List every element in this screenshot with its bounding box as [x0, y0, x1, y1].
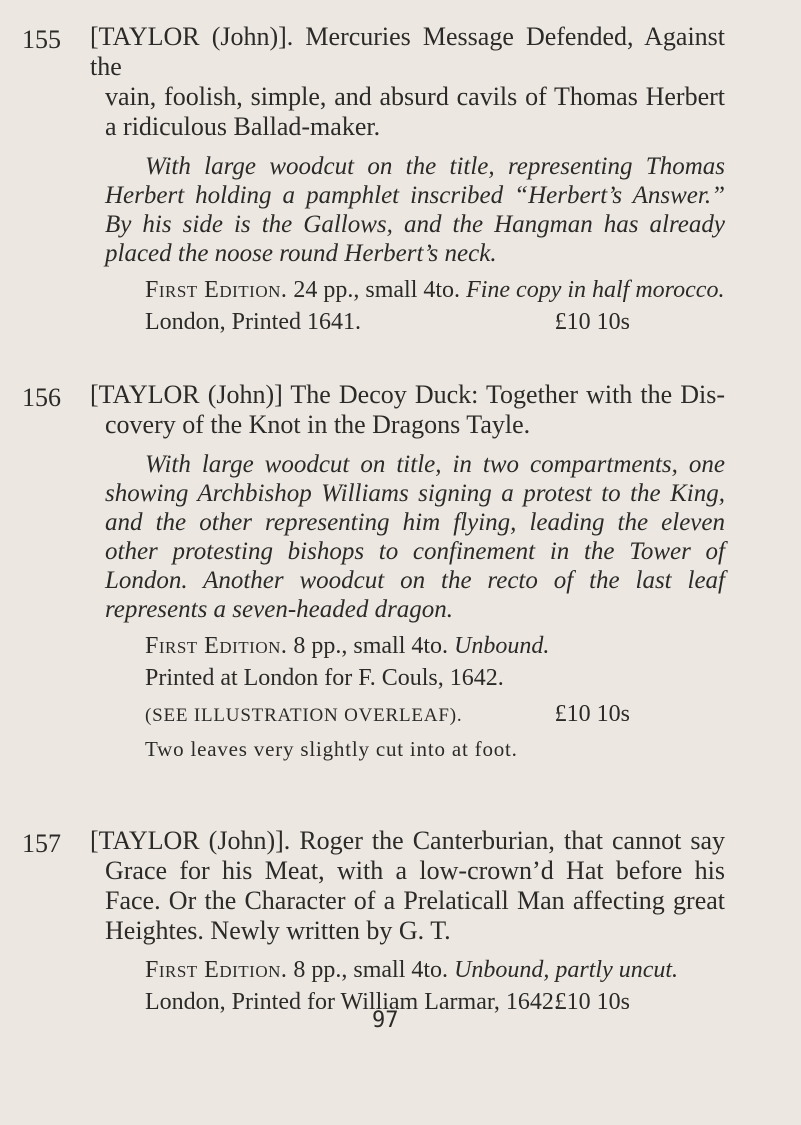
entry-number: 155	[22, 25, 61, 54]
entry-heading: [TAYLOR (John)] The Decoy Duck: Together with the Dis- covery of the Knot in the Dragons Tayle.	[90, 380, 726, 439]
entry-price: £10 10s	[554, 309, 630, 335]
entry-note: Two leaves very slightly cut into at foot.	[145, 737, 518, 761]
entry-imprint: London, Printed for William Larmar, 1642. £10 10s	[145, 986, 725, 1018]
entry-imprint: Printed at London for F. Couls, 1642.	[145, 665, 504, 691]
entry-number: 157	[22, 829, 61, 858]
entry-edition: First Edition. 8 pp., small 4to. Unbound.	[145, 633, 550, 659]
catalogue-entry-156	[0, 380, 801, 764]
entry-price: £10 10s	[554, 989, 630, 1015]
entry-edition: First Edition. 8 pp., small 4to. Unbound, partly uncut.	[145, 957, 679, 983]
entry-price: £10 10s	[554, 701, 630, 727]
entry-imprint: London, Printed 1641. £10 10s	[145, 306, 725, 338]
entry-edition: First Edition. 24 pp., small 4to. Fine copy in half morocco.	[145, 277, 725, 303]
catalogue-entry-155	[0, 22, 801, 338]
catalogue-entry-157	[0, 826, 801, 1018]
entry-description: With large woodcut on the title, representing Thomas Herbert holding a pamphlet inscribed “Herbert’s Answer.” By his side is the Gallows, and the Hangman has already placed the noose round Herbert’s neck.	[105, 153, 725, 267]
page-number: 97	[372, 1008, 399, 1033]
illustration-note: (SEE ILLUSTRATION OVERLEAF). £10 10s	[145, 698, 725, 732]
entry-description: With large woodcut on title, in two compartments, one showing Archbishop Williams signing a protest to the King, and the other representing him flying, leading the eleven other protesting bishops to confinement in the Tower of London. Another woodcut on the recto of the last leaf represents a seven-headed dragon.	[105, 451, 725, 623]
entry-heading: [TAYLOR (John)]. Mercuries Message Defended, Against the vain, foolish, simple, and absurd cavils of Thomas Herbert a ridiculous Ballad-maker.	[90, 22, 726, 141]
entry-number: 156	[22, 383, 61, 412]
entry-heading: [TAYLOR (John)]. Roger the Canterburian, that cannot say Grace for his Meat, with a low-crown’d Hat before his Face. Or the Character of a Prelaticall Man affecting great Heightes. Newly written by G. T.	[90, 826, 726, 945]
